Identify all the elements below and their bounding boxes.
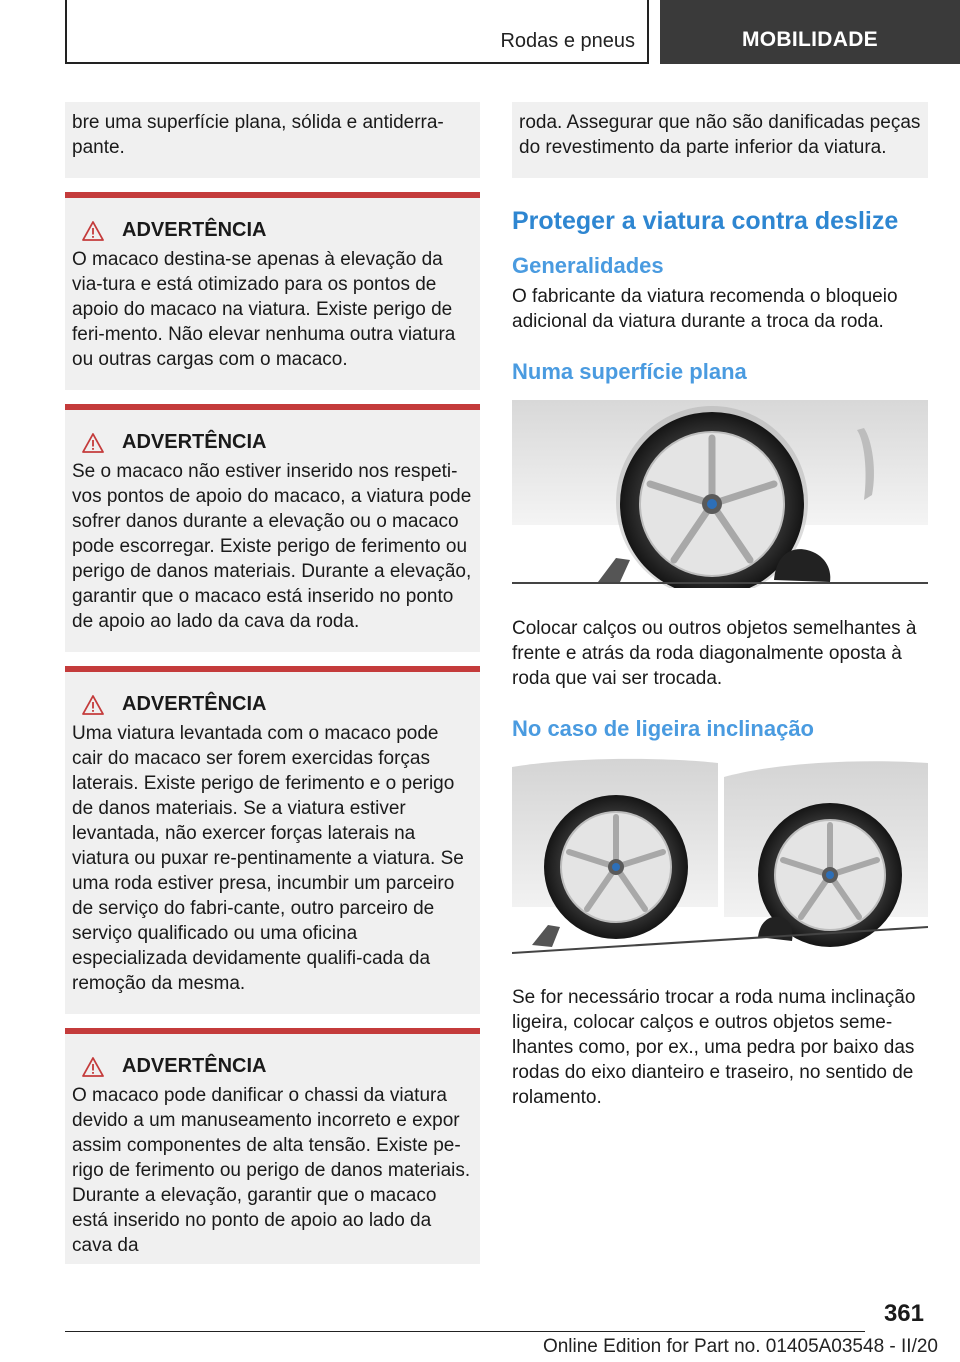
warning-title-text: ADVERTÊNCIA (122, 219, 267, 241)
intro-note (65, 102, 480, 178)
flat-surface-caption: Colocar calços ou outros objetos semelhantes à frente e atrás da roda diagonalmente oposta à roda que vai ser trocada. (512, 618, 917, 689)
subheading-general: Generalidades (512, 253, 664, 278)
continued-note-text: roda. Assegurar que não são danificadas peças do revestimento da parte inferior da viatura. (519, 112, 921, 158)
warning-title (72, 430, 473, 455)
warning-title (72, 692, 473, 717)
slope-caption: Se for necessário trocar a roda numa inclinação ligeira, colocar calços e outros objetos seme-lhantes como, por ex., uma pedra por baixo das rodas do eixo dianteiro e traseiro, no sentido de rolamento. (512, 987, 916, 1108)
warning-triangle-icon (82, 1057, 104, 1077)
header-chapter-tab: MOBILIDADE (660, 0, 960, 64)
page-number: 361 (883, 1300, 924, 1327)
continued-note (512, 102, 928, 178)
footer-edition-text: Online Edition for Part no. 01405A03548 - II/20 (542, 1336, 938, 1357)
warning-title-text: ADVERTÊNCIA (122, 1055, 267, 1077)
right-column (512, 102, 928, 1110)
section-heading: Proteger a viatura contra deslize (512, 207, 899, 235)
warning-text: O macaco pode danificar o chassi da viatura devido a um manuseamento incorreto e expor assim componentes de alta tensão. Existe pe-rigo de ferimento ou perigo de danos materiais. Durante a elevação, garantir que o macaco está inserido no ponto de apoio ao lado da cava da (72, 1085, 471, 1256)
warning-box-3 (65, 666, 480, 1014)
warning-triangle-icon (82, 695, 104, 715)
car-on-slope-illustration (512, 757, 928, 957)
header-section-title: Rodas e pneus (500, 30, 635, 52)
warning-text: Se o macaco não estiver inserido nos respeti-vos pontos de apoio do macaco, a viatura pode sofrer danos durante a elevação ou o macaco pode escorregar. Existe perigo de ferimento ou perigo de danos materiais. Durante a elevação, garantir que o macaco está inserido no ponto de apoio ao lado da cava da roda. (72, 461, 472, 632)
warning-title (72, 1054, 473, 1079)
general-text: O fabricante da viatura recomenda o bloqueio adicional da viatura durante a troca da roda. (512, 286, 898, 332)
figure-slope (512, 757, 928, 957)
intro-note-text: bre uma superfície plana, sólida e antiderra-pante. (72, 112, 444, 158)
warning-text: Uma viatura levantada com o macaco pode cair do macaco ser forem exercidas forças laterais. Existe perigo de ferimento e o perigo de danos materiais. Se a viatura estiver levantada, não exercer forças laterais na viatura ou puxar re-pentinamente a viatura. Se uma roda estiver presa, incumbir um parceiro de serviço do fabri-cante, outro parceiro de serviço qualificado ou uma oficina especializada devidamente qualifi-cada da remoção da mesma. (72, 723, 464, 994)
warning-title-text: ADVERTÊNCIA (122, 693, 267, 715)
warning-triangle-icon (82, 433, 104, 453)
car-wheel-chock-illustration (512, 400, 928, 588)
warning-box-2 (65, 404, 480, 652)
header-frame (65, 0, 649, 64)
warning-triangle-icon (82, 221, 104, 241)
subheading-flat-surface: Numa superfície plana (512, 359, 747, 384)
subheading-slope: No caso de ligeira inclinação (512, 716, 814, 741)
warning-box-1 (65, 192, 480, 390)
warning-title-text: ADVERTÊNCIA (122, 431, 267, 453)
figure-flat-surface (512, 400, 928, 588)
footer-rule (65, 1331, 865, 1332)
warning-title (72, 218, 473, 243)
warning-box-4 (65, 1028, 480, 1264)
left-column (65, 102, 480, 1264)
warning-text: O macaco destina-se apenas à elevação da via-tura e está otimizado para os pontos de apoio do macaco na viatura. Existe perigo de feri-mento. Não elevar nenhuma outra viatura ou outras cargas com o macaco. (72, 249, 456, 370)
